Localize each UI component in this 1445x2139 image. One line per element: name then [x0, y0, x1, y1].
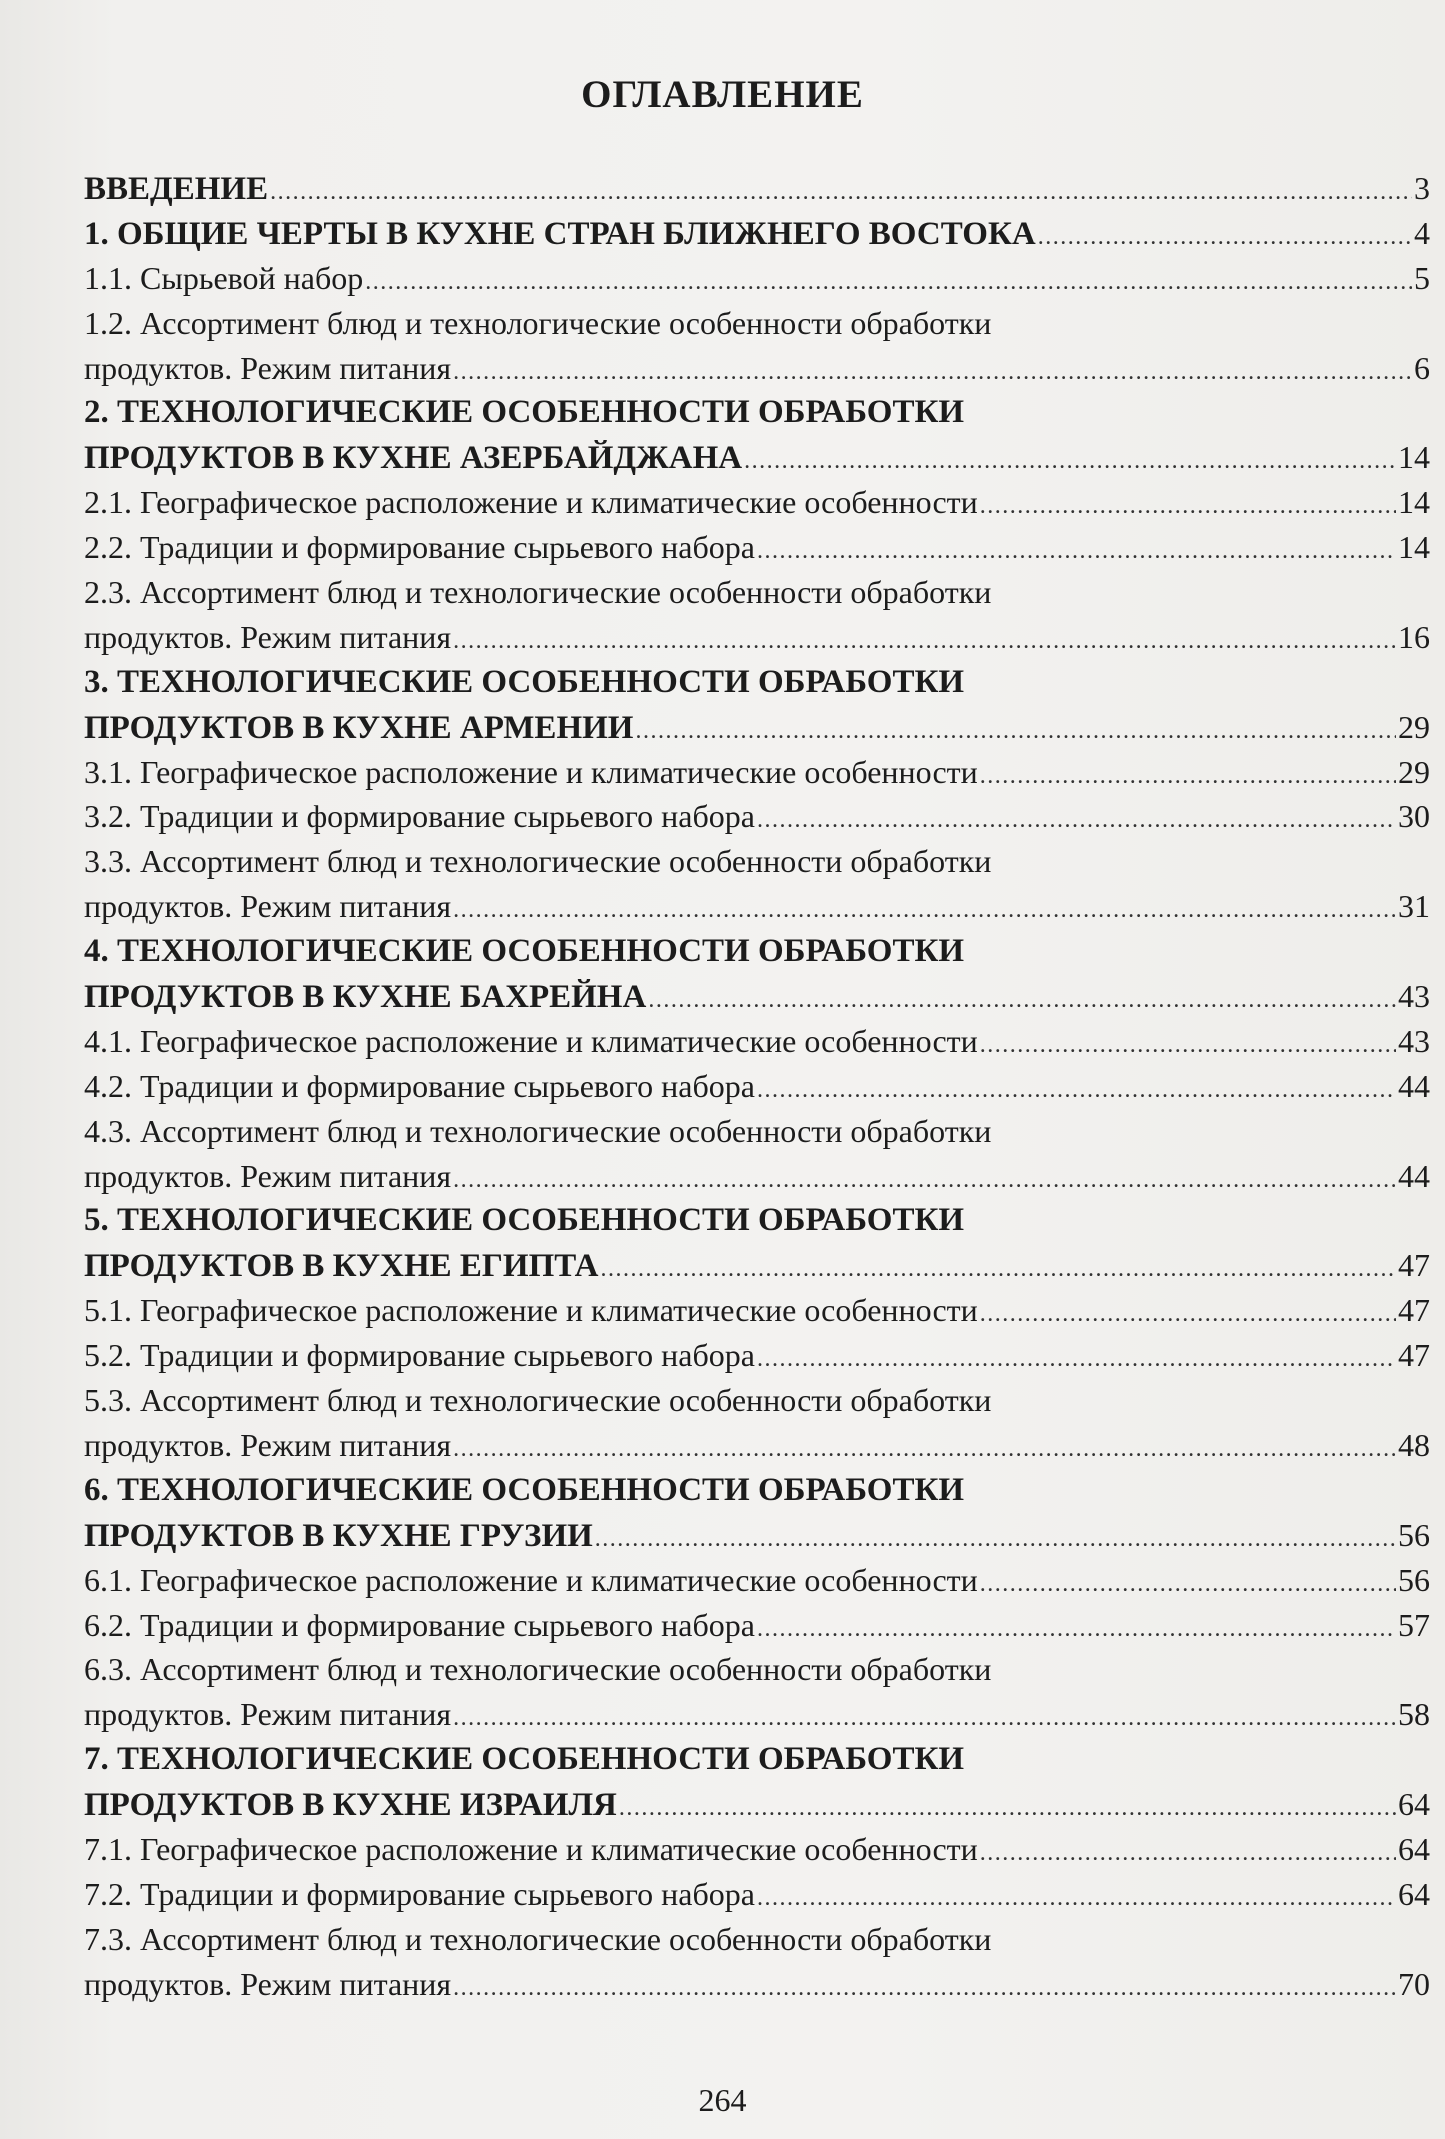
toc-entry: [84, 1243, 1430, 1288]
dot-leader: [453, 1427, 1396, 1472]
dot-leader: [270, 170, 1412, 215]
toc-entry: [84, 1064, 1430, 1109]
toc-entry: [84, 839, 1430, 884]
dot-leader: [980, 1023, 1396, 1068]
dot-leader: [453, 619, 1396, 664]
toc-page-number: 4: [1414, 214, 1430, 251]
toc-entry-text: 5.1. Географическое расположение и климатические особенности: [84, 1292, 978, 1329]
toc-entry-text: 2.3. Ассортимент блюд и технологические особенности обработки: [84, 574, 992, 611]
toc-entry: [84, 1827, 1430, 1872]
toc-entry: [84, 1198, 1430, 1243]
toc-entry: [84, 256, 1430, 301]
toc-page-number: 57: [1398, 1606, 1430, 1643]
dot-leader: [757, 529, 1396, 574]
toc-page-number: 5: [1414, 259, 1430, 296]
toc-entry: [84, 1333, 1430, 1378]
toc-entry-text: 3.1. Географическое расположение и климатические особенности: [84, 753, 978, 790]
toc-page-number: 47: [1398, 1247, 1430, 1284]
dot-leader: [453, 1696, 1396, 1741]
toc-entry-text: 2.2. Традиции и формирование сырьевого набора: [84, 529, 755, 566]
toc-page-number: 6: [1414, 349, 1430, 386]
toc-entry: [84, 794, 1430, 839]
toc-page-number: 47: [1398, 1292, 1430, 1329]
dot-leader: [453, 1158, 1396, 1203]
toc-entry: [84, 929, 1430, 974]
dot-leader: [757, 1337, 1396, 1382]
toc-page-number: 64: [1398, 1786, 1430, 1823]
dot-leader: [757, 798, 1396, 843]
toc-entry: [84, 435, 1430, 480]
toc-page-number: 44: [1398, 1157, 1430, 1194]
toc-entry-text: 7. ТЕХНОЛОГИЧЕСКИЕ ОСОБЕННОСТИ ОБРАБОТКИ: [84, 1741, 965, 1778]
page-number: 264: [698, 2082, 747, 2118]
toc-entry-text: 3.3. Ассортимент блюд и технологические особенности обработки: [84, 843, 992, 880]
toc-entry: [84, 525, 1430, 570]
toc-page-number: 14: [1398, 529, 1430, 566]
toc-entry: [84, 211, 1430, 256]
toc-page-number: 30: [1398, 798, 1430, 835]
toc-entry: [84, 615, 1430, 660]
toc-entry: [84, 705, 1430, 750]
toc-entry-text: 1.2. Ассортимент блюд и технологические особенности обработки: [84, 304, 992, 341]
toc-page-number: 56: [1398, 1561, 1430, 1598]
toc-entry: [84, 1154, 1430, 1199]
toc-entry-text: 4.2. Традиции и формирование сырьевого набора: [84, 1067, 755, 1104]
toc-entry: [84, 1917, 1430, 1962]
toc-entry-text: ВВЕДЕНИЕ: [84, 171, 269, 207]
toc-page-number: 70: [1398, 1965, 1430, 2002]
toc-entry: [84, 1647, 1430, 1692]
toc-page-number: 58: [1398, 1696, 1430, 1733]
dot-leader: [744, 439, 1396, 484]
dot-leader: [980, 484, 1396, 529]
toc-page-number: 31: [1398, 888, 1430, 925]
dot-leader: [980, 1831, 1396, 1876]
toc-page-number: 16: [1398, 618, 1430, 655]
dot-leader: [648, 978, 1396, 1023]
dot-leader: [1038, 215, 1412, 260]
toc-entry-text: продуктов. Режим питания: [84, 1696, 452, 1733]
toc-entry: [84, 570, 1430, 615]
toc-entry: [84, 346, 1430, 391]
toc-entry-text: 7.3. Ассортимент блюд и технологические особенности обработки: [84, 1920, 992, 1957]
dot-leader: [980, 1292, 1396, 1337]
toc-entry: [84, 166, 1430, 211]
toc-entry-text: ПРОДУКТОВ В КУХНЕ АЗЕРБАЙДЖАНА: [84, 440, 743, 477]
dot-leader: [757, 1068, 1396, 1113]
toc-entry-text: 3.2. Традиции и формирование сырьевого набора: [84, 798, 755, 835]
toc-entry-text: продуктов. Режим питания: [84, 1426, 452, 1463]
dot-leader: [595, 1517, 1396, 1562]
dot-leader: [619, 1786, 1396, 1831]
dot-leader: [453, 350, 1412, 395]
toc-page-number: 47: [1398, 1337, 1430, 1374]
toc-entry-text: 3. ТЕХНОЛОГИЧЕСКИЕ ОСОБЕННОСТИ ОБРАБОТКИ: [84, 663, 965, 700]
toc-entry-text: 6.1. Географическое расположение и климатические особенности: [84, 1561, 978, 1598]
toc-entry: [84, 1603, 1430, 1648]
toc-entry-text: 1. ОБЩИЕ ЧЕРТЫ В КУХНЕ СТРАН БЛИЖНЕГО ВОСТОКА: [84, 215, 1036, 252]
toc-page-number: 29: [1398, 708, 1430, 745]
toc-page-number: 43: [1398, 978, 1430, 1015]
toc-entry-text: ПРОДУКТОВ В КУХНЕ АРМЕНИИ: [84, 709, 634, 746]
toc-entry: [84, 1513, 1430, 1558]
dot-leader: [757, 1876, 1396, 1921]
toc-page-number: 48: [1398, 1426, 1430, 1463]
toc-entry: [84, 660, 1430, 705]
toc-entry-text: 4. ТЕХНОЛОГИЧЕСКИЕ ОСОБЕННОСТИ ОБРАБОТКИ: [84, 933, 965, 970]
toc-entry-text: 5. ТЕХНОЛОГИЧЕСКИЕ ОСОБЕННОСТИ ОБРАБОТКИ: [84, 1202, 965, 1239]
toc-entry: [84, 1558, 1430, 1603]
toc-page-number: 14: [1398, 484, 1430, 521]
toc-entry-text: 5.2. Традиции и формирование сырьевого набора: [84, 1337, 755, 1374]
toc-entry-text: 6. ТЕХНОЛОГИЧЕСКИЕ ОСОБЕННОСТИ ОБРАБОТКИ: [84, 1471, 965, 1508]
toc-page-number: 64: [1398, 1875, 1430, 1912]
toc-page-number: 43: [1398, 1022, 1430, 1059]
toc-entry: [84, 480, 1430, 525]
toc-entry-text: продуктов. Режим питания: [84, 888, 452, 925]
toc-entry-text: 6.3. Ассортимент блюд и технологические особенности обработки: [84, 1651, 992, 1688]
toc-entry-text: ПРОДУКТОВ В КУХНЕ ГРУЗИИ: [84, 1517, 593, 1554]
toc-entry: [84, 1692, 1430, 1737]
toc-entry: [84, 974, 1430, 1019]
toc-entry-text: 4.1. Географическое расположение и климатические особенности: [84, 1022, 978, 1059]
toc-entry: [84, 1423, 1430, 1468]
toc-entry-text: 1.1. Сырьевой набор: [84, 259, 364, 296]
dot-leader: [453, 888, 1396, 933]
toc-entry-text: продуктов. Режим питания: [84, 618, 452, 655]
dot-leader: [453, 1966, 1396, 2011]
toc-entry: [84, 1288, 1430, 1333]
toc-entry-text: 4.3. Ассортимент блюд и технологические особенности обработки: [84, 1112, 992, 1149]
toc-entry: [84, 750, 1430, 795]
toc-entry-text: ПРОДУКТОВ В КУХНЕ ИЗРАИЛЯ: [84, 1787, 617, 1824]
toc-entry: [84, 1378, 1430, 1423]
toc-entry-text: продуктов. Режим питания: [84, 1157, 452, 1194]
toc-page-number: 56: [1398, 1516, 1430, 1553]
toc-page-number: 14: [1398, 439, 1430, 476]
toc-entry-text: 2. ТЕХНОЛОГИЧЕСКИЕ ОСОБЕННОСТИ ОБРАБОТКИ: [84, 394, 965, 431]
dot-leader: [635, 709, 1396, 754]
toc-entry-text: 2.1. Географическое расположение и климатические особенности: [84, 484, 978, 521]
dot-leader: [980, 1562, 1396, 1607]
toc-entry: [84, 390, 1430, 435]
toc-entry-text: 5.3. Ассортимент блюд и технологические особенности обработки: [84, 1382, 992, 1419]
toc-entry-text: ПРОДУКТОВ В КУХНЕ ЕГИПТА: [84, 1248, 599, 1285]
toc-entry-text: 6.2. Традиции и формирование сырьевого набора: [84, 1606, 755, 1643]
toc-page-number: 64: [1398, 1830, 1430, 1867]
toc-entry-text: 7.1. Географическое расположение и климатические особенности: [84, 1830, 978, 1867]
dot-leader: [365, 260, 1412, 305]
toc-entry: [84, 884, 1430, 929]
dot-leader: [757, 1607, 1396, 1652]
toc-entry: [84, 1782, 1430, 1827]
toc-entry-text: 7.2. Традиции и формирование сырьевого набора: [84, 1875, 755, 1912]
page-title: ОГЛАВЛЕНИЕ: [581, 73, 864, 116]
dot-leader: [600, 1247, 1396, 1292]
toc-entry: [84, 1872, 1430, 1917]
dot-leader: [980, 754, 1396, 799]
toc-entry-text: ПРОДУКТОВ В КУХНЕ БАХРЕЙНА: [84, 979, 647, 1016]
toc-entry-text: продуктов. Режим питания: [84, 1965, 452, 2002]
table-of-contents: [84, 166, 1430, 2007]
toc-entry: [84, 1962, 1430, 2007]
toc-entry: [84, 1737, 1430, 1782]
toc-entry-text: продуктов. Режим питания: [84, 349, 452, 386]
toc-entry: [84, 1019, 1430, 1064]
toc-entry: [84, 301, 1430, 346]
toc-entry: [84, 1468, 1430, 1513]
toc-page-number: 29: [1398, 753, 1430, 790]
toc-page-number: 44: [1398, 1067, 1430, 1104]
toc-page-number: 3: [1414, 170, 1430, 206]
toc-entry: [84, 1109, 1430, 1154]
